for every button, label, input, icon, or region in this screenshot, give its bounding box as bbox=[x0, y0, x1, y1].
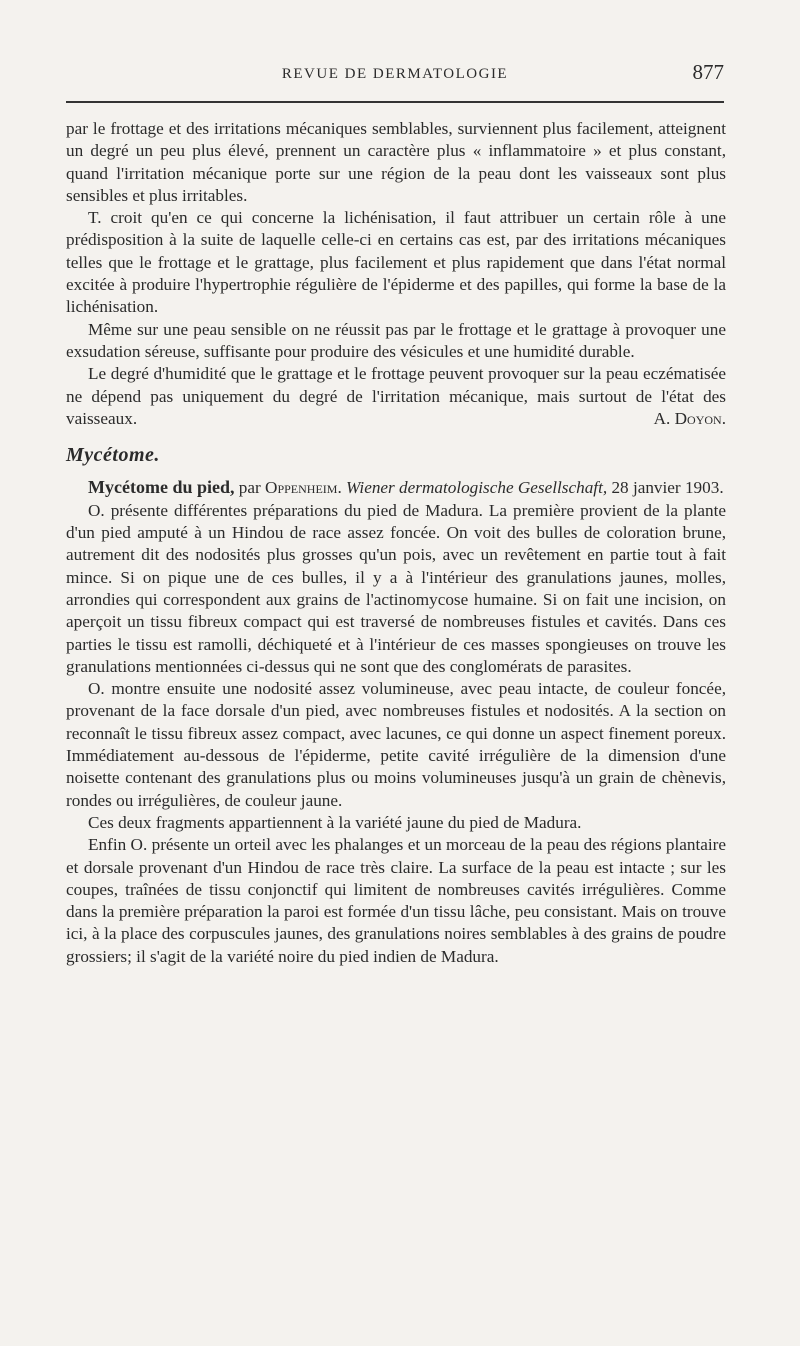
signature: A. Doyon. bbox=[653, 408, 726, 428]
paragraph: Enfin O. présente un orteil avec les phalanges et un morceau de la peau des régions plantaire et dorsale provenant d'un Hindou de race très claire. La surface de la peau est intacte ; sur les coupes, traînées de tissu conjonctif qui limitent de nombreuses cavités irrégulières. Comme dans la première préparation la paroi est formée d'un tissu lâche, peu consistant. Mais on trouve ici, à la place des corpuscules jaunes, des granulations noires semblables à des grains de poudre grossiers; il s'agit de la variété noire du pied indien de Madura. bbox=[66, 835, 726, 966]
section-title: Mycétome. bbox=[66, 444, 160, 467]
paragraph: T. croit qu'en ce qui concerne la lichénisation, il faut attribuer un certain rôle à une prédisposition à la suite de laquelle celle-ci en certains cas est, par des irritations mécaniques telles que le frottage et le grattage, plus facilement et plus rapidement que dans l'état normal excitée à produire l'hypertrophie régulière de l'épiderme et des papilles, qui forme la base de la lichénisation. bbox=[66, 208, 726, 317]
running-title: REVUE DE DERMATOLOGIE bbox=[281, 66, 509, 82]
paragraph: Ces deux fragments appartiennent à la variété jaune du pied de Madura. bbox=[88, 812, 582, 832]
body-text bbox=[66, 118, 726, 968]
article-by: par bbox=[238, 478, 261, 498]
article-title: Mycétome du pied, bbox=[88, 477, 235, 498]
paragraph: O. présente différentes préparations du pied de Madura. La première provient de la plante d'un pied amputé à un Hindou de race assez foncée. On voit des bulles de coloration brune, autrement dit des nodosités plus grosses qu'un pois, avec un revêtement en partie tout à fait mince. Si on pique une de ces bulles, il y a à l'intérieur des granulations jaunes, molles, arrondies qui correspondent aux grains de l'actinomycose humaine. Si on fait une incision, on aperçoit un tissu fibreux compact qui est traversé de nombreuses fistules et cavités. Dans ces parties le tissu est ramolli, déchiqueté et à l'intérieur de ces masses spongieuses on trouve les granulations mentionnées ci-dessus qui ne sont que des conglomérats de parasites. bbox=[66, 500, 726, 676]
header-rule bbox=[66, 101, 724, 103]
article-journal: Wiener dermatologische Gesellschaft, bbox=[346, 478, 608, 498]
paragraph: par le frottage et des irritations mécaniques semblables, surviennent plus facilement, atteignent un degré un peu plus élevé, prennent un caractère plus « inflammatoire » et plus constant, quand l'irritation mécanique porte sur une région de la peau dont les vaisseaux sont plus sensibles et plus irritables. bbox=[66, 119, 726, 205]
paragraph-text: Le degré d'humidité que le grattage et le frottage peuvent provoquer sur la peau eczématisée ne dépend pas uniquement du degré de l'irritation mécanique, mais surtout de l'état des vaisseaux. bbox=[66, 364, 726, 428]
article-heading bbox=[66, 476, 726, 499]
paragraph: O. montre ensuite une nodosité assez volumineuse, avec peau intacte, de couleur foncée, provenant de la face dorsale d'un pied, avec nombreuses fistules et nodosités. A la section on reconnaît le tissu fibreux assez compact, avec lacunes, ce qui donne un aspect finement poreux. Immédiatement au-dessous de l'épiderme, petite cavité irrégulière de la dimension d'une noisette contenant des granulations plus ou moins volumineuses jusqu'à un grain de chènevis, rondes ou irrégulières, de couleur jaune. bbox=[66, 679, 726, 810]
article-date: 28 janvier 1903. bbox=[611, 478, 724, 498]
paragraph-with-signature bbox=[66, 363, 726, 430]
page-number: 877 bbox=[692, 60, 724, 84]
page-header bbox=[66, 60, 724, 90]
paragraph: Même sur une peau sensible on ne réussit pas par le frottage et le grattage à provoquer une exsudation séreuse, suffisante pour produire des vésicules et une humidité durable. bbox=[66, 319, 726, 361]
article-author: Oppenheim. bbox=[265, 478, 342, 498]
